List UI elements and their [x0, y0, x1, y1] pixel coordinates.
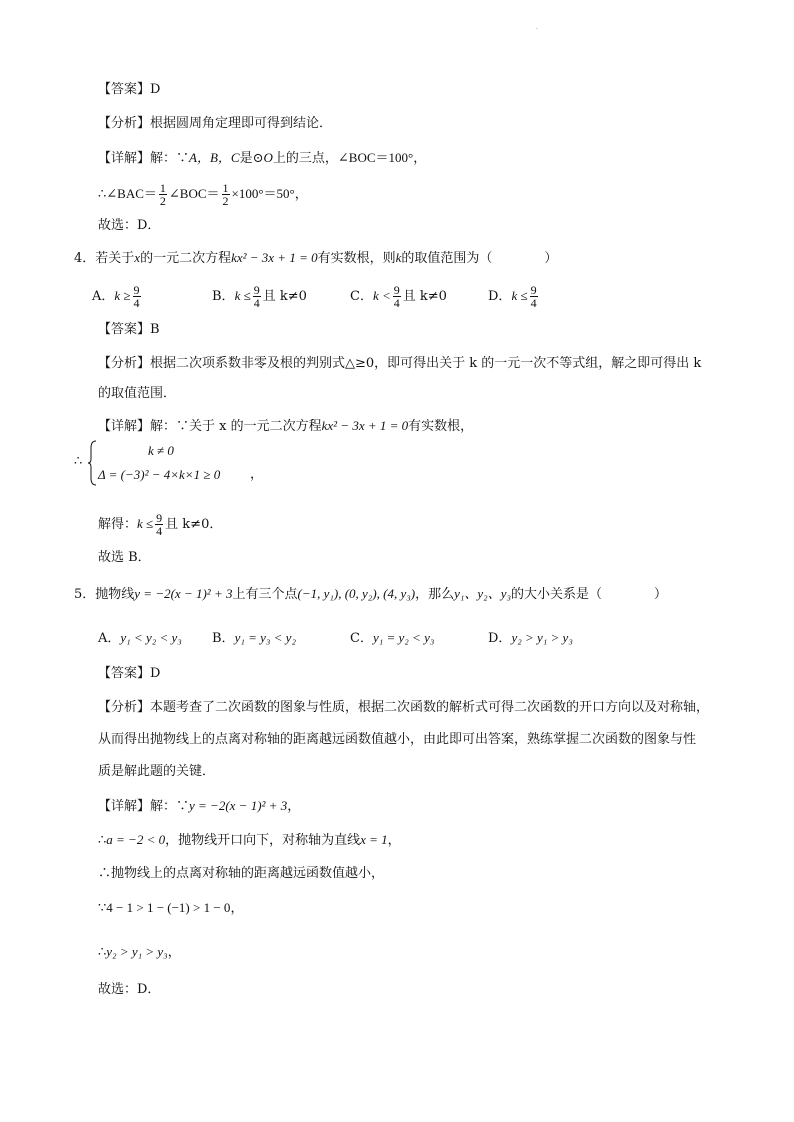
q5-answer: 【答案】D [98, 666, 161, 681]
q3-detail-c: 是 [239, 151, 253, 166]
q3-calc-prefix: ∴∠BAC＝ [98, 186, 157, 201]
q4-solve-a: 解得： [98, 517, 138, 532]
q5-detail-comma: ， [287, 799, 301, 814]
q4-stem-d: 的取值范围为（ ） [401, 251, 558, 266]
q4-sys-comma: ， [250, 467, 264, 482]
q3-detail-a: 【详解】解：∵ [98, 151, 190, 166]
q5-opt-c-label: C． [350, 631, 373, 646]
q5-stem-a: 5．抛物线 [74, 587, 135, 602]
q3-detail-d: ⊙O [252, 150, 273, 165]
q5-stem-ys: y₁、y₂、y₃ [454, 586, 511, 601]
q4-stem-c: 有实数根，则 [317, 251, 396, 266]
q4-option-d [488, 284, 540, 309]
q3-detail-f: ∠BOC＝100°， [337, 150, 427, 165]
q3-detail-b: A，B，C [189, 150, 240, 165]
q5-analysis-1: 【分析】本题考查了二次函数的图象与性质，根据二次函数的解析式可得二次函数的开口方向以及对称轴， [98, 700, 710, 715]
q4-opt-b-label: B． [212, 289, 235, 304]
q4-opt-a-den: 4 [133, 296, 140, 310]
q4-sys-therefore: ∴ [74, 454, 83, 469]
q4-stem [74, 248, 557, 269]
q5-opt-d-text: y₂ > y₁ > y₃ [511, 630, 573, 645]
q5-analysis-3: 质是解此题的关键． [98, 764, 216, 779]
q5-l4-a: ∵ [98, 901, 107, 916]
q5-line-3: ∴抛物线上的点离对称轴的距离越远函数值越小， [98, 866, 385, 881]
q5-l2-a: ∴ [98, 833, 107, 848]
q4-stem-eq: kx² − 3x + 1 = 0 [231, 250, 318, 265]
q4-answer: 【答案】B [98, 322, 160, 337]
q4-stem-x: x [134, 250, 141, 265]
q4-opt-d-text: k ≤ [511, 288, 528, 303]
q5-option-b [212, 628, 296, 649]
q4-opt-d-label: D． [488, 289, 512, 304]
q5-opt-b-label: B． [212, 631, 235, 646]
q4-analysis-2: 的取值范围． [98, 386, 177, 401]
q4-stem-a: 4．若关于 [74, 251, 135, 266]
q4-detail [98, 416, 473, 437]
q5-analysis-2: 从而得出抛物线上的点离对称轴的距离越远函数值越小，由此即可出答案，熟练掌握二次函数的图象与性 [98, 732, 697, 747]
q4-opt-c-text: k < [372, 288, 391, 303]
q5-l4-b: ， [230, 901, 244, 916]
q5-option-d [488, 628, 573, 649]
header-mark: · [536, 26, 538, 33]
q5-l4-eq: 4 − 1 > 1 − (−1) > 1 − 0 [106, 900, 231, 915]
q5-l5-eq: y₂ > y₁ > y₃ [106, 944, 168, 959]
q4-opt-b-text: k ≤ [234, 288, 251, 303]
q5-line-4 [98, 898, 243, 919]
q3-frac-1 [159, 182, 167, 207]
q3-calc-mid: ∠BOC＝ [168, 186, 220, 201]
q5-stem-d: 的大小关系是（ ） [511, 587, 668, 602]
q5-opt-d-label: D． [488, 631, 512, 646]
q5-line-5 [98, 942, 181, 963]
q5-opt-c-text: y₁ = y₂ < y₃ [372, 630, 435, 645]
q5-choice: 故选：D． [98, 982, 161, 997]
q4-solve-num: 9 [156, 511, 163, 525]
q4-opt-d-frac [530, 284, 538, 309]
q3-choice: 故选：D． [98, 218, 161, 233]
q5-detail-eq: y = −2(x − 1)² + 3 [189, 798, 288, 813]
q5-option-a [98, 628, 182, 649]
q5-detail [98, 796, 300, 817]
q5-option-c [350, 628, 434, 649]
q4-detail-a: 【详解】解：∵关于 x 的一元二次方程 [98, 419, 322, 434]
q3-calc-tail: ×100°＝50°， [231, 186, 308, 201]
q4-opt-a-text: k ≥ [114, 288, 131, 303]
q4-detail-b: 有实数根， [408, 419, 474, 434]
q3-frac-1-num: 1 [159, 181, 166, 195]
q4-opt-b-num: 9 [253, 283, 260, 297]
q4-option-b [212, 284, 307, 309]
q4-opt-c-tail: 且 k≠0 [402, 289, 447, 304]
q4-stem-k: k [395, 250, 402, 265]
q4-opt-b-den: 4 [253, 296, 260, 310]
q5-stem-points: (−1, y₁), (0, y₂), (4, y₃) [297, 586, 416, 601]
q3-frac-1-den: 2 [159, 194, 166, 208]
q4-option-c [350, 284, 447, 309]
q4-solve-b: k ≤ [137, 516, 154, 531]
q5-opt-b-text: y₁ = y₃ < y₂ [234, 630, 296, 645]
q4-opt-b-frac [253, 284, 261, 309]
q5-stem-c: ，那么 [415, 587, 455, 602]
q4-analysis-1: 【分析】根据二次项系数非零及根的判别式△≥0，即可得出关于 k 的一元一次不等式组，解之即可得出 k [98, 356, 702, 371]
q5-l2-c: ， [387, 833, 401, 848]
q4-opt-c-label: C． [350, 289, 373, 304]
q5-detail-a: 【详解】解：∵ [98, 799, 190, 814]
q4-opt-d-den: 4 [530, 296, 537, 310]
q5-stem [74, 584, 667, 605]
q3-detail [98, 148, 426, 169]
q5-line-2 [98, 830, 401, 851]
q4-opt-c-num: 9 [393, 283, 400, 297]
q4-sys-1: k ≠ 0 [148, 443, 174, 458]
q4-solve-c: 且 k≠0． [165, 517, 223, 532]
q4-sys-2: Δ = (−3)² − 4×k×1 ≥ 0 [98, 467, 221, 482]
q5-opt-a-label: A． [98, 631, 121, 646]
q4-opt-c-den: 4 [393, 296, 400, 310]
q4-solve-frac [155, 512, 163, 537]
q4-choice: 故选 B． [98, 550, 151, 565]
q5-stem-eq: y = −2(x − 1)² + 3 [134, 586, 233, 601]
q4-opt-c-frac [393, 284, 401, 309]
q4-opt-a-label: A． [92, 289, 115, 304]
q4-solve-den: 4 [156, 524, 163, 538]
q4-sys-brace [88, 440, 98, 486]
q4-detail-eq: kx² − 3x + 1 = 0 [321, 418, 409, 433]
q4-stem-b: 的一元二次方程 [140, 251, 232, 266]
q5-l2-eq2: x = 1 [360, 832, 388, 847]
q4-opt-b-tail: 且 k≠0 [262, 289, 307, 304]
q3-analysis: 【分析】根据圆周角定理即可得到结论． [98, 116, 333, 131]
q5-l2-eq: a = −2 < 0 [106, 832, 166, 847]
q4-opt-a-num: 9 [133, 283, 140, 297]
q3-calc [98, 182, 308, 207]
q3-answer: 【答案】D [98, 82, 161, 97]
q5-l5-a: ∴ [98, 945, 107, 960]
q3-frac-2 [222, 182, 230, 207]
q4-opt-a-frac [133, 284, 141, 309]
q5-l2-b: ，抛物线开口向下，对称轴为直线 [165, 833, 361, 848]
q4-option-a [92, 284, 143, 309]
q5-stem-b: 上有三个点 [232, 587, 298, 602]
q3-frac-2-den: 2 [222, 194, 229, 208]
q5-l5-b: ， [167, 945, 181, 960]
q5-opt-a-text: y₁ < y₂ < y₃ [120, 630, 182, 645]
q4-opt-d-num: 9 [530, 283, 537, 297]
q3-frac-2-num: 1 [222, 181, 229, 195]
q3-detail-e: 上的三点， [272, 151, 338, 166]
q4-solve [98, 512, 222, 537]
